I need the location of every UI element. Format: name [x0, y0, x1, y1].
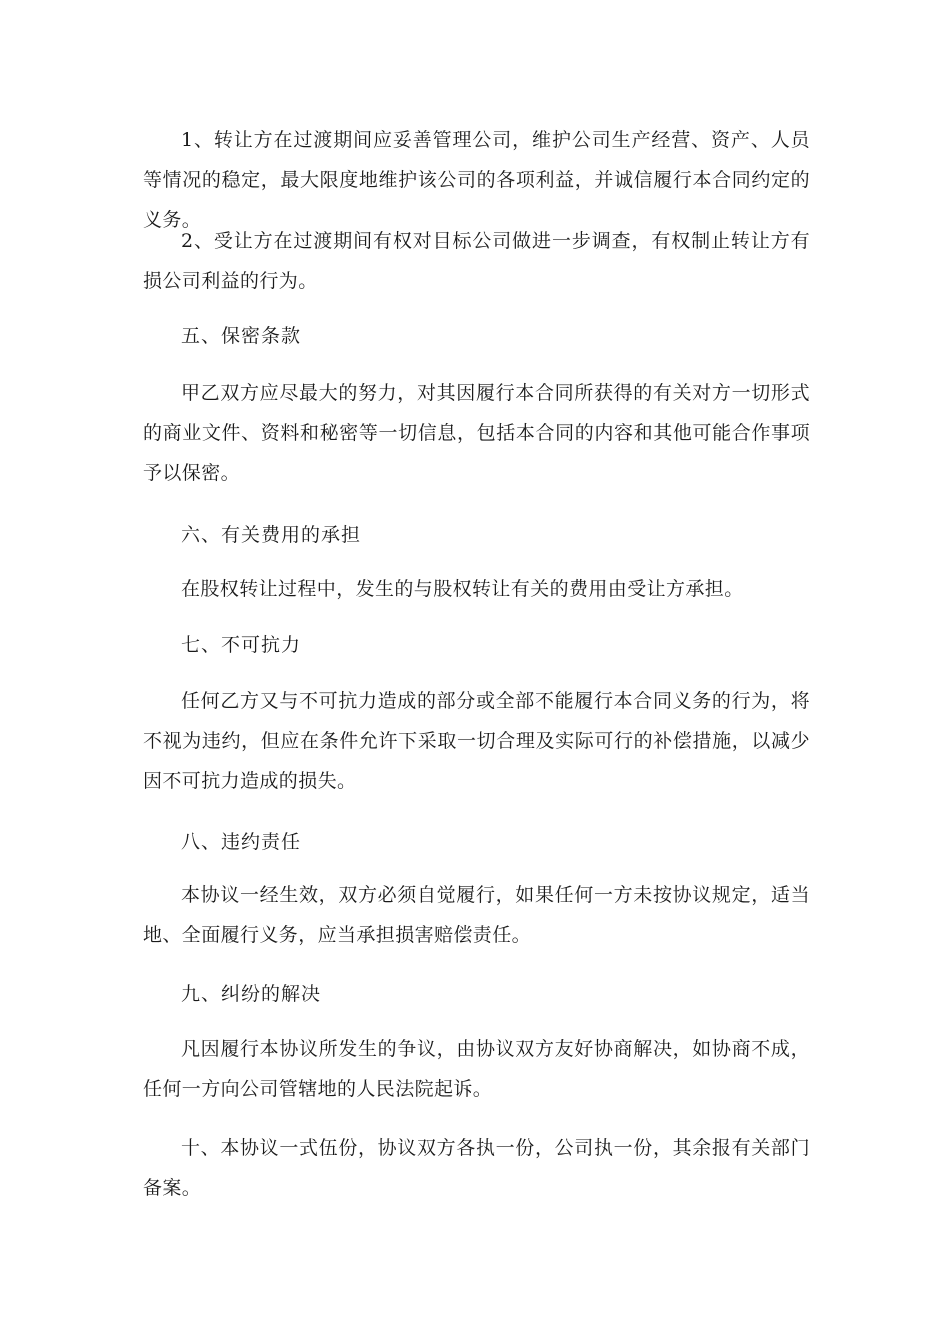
section-heading-confidentiality: 五、保密条款 [181, 325, 302, 347]
section-heading-force-majeure: 七、不可抗力 [181, 634, 302, 656]
paragraph-transition-transferee: 2、受让方在过渡期间有权对目标公司做进一步调查，有权制止转让方有损公司利益的行为。 [143, 230, 810, 292]
paragraph-expenses: 在股权转让过程中，发生的与股权转让有关的费用由受让方承担。 [181, 578, 744, 600]
paragraph-dispute: 凡因履行本协议所发生的争议，由协议双方友好协商解决，如协商不成，任何一方向公司管辖地的人民法院起诉。 [143, 1038, 810, 1100]
paragraph-force-majeure: 任何乙方又与不可抗力造成的部分或全部不能履行本合同义务的行为，将不视为违约，但应在条件允许下采取一切合理及实际可行的补偿措施，以减少因不可抗力造成的损失。 [143, 690, 810, 792]
paragraph-confidentiality: 甲乙双方应尽最大的努力，对其因履行本合同所获得的有关对方一切形式的商业文件、资料和秘密等一切信息，包括本合同的内容和其他可能合作事项予以保密。 [143, 382, 810, 484]
paragraph-copies: 十、本协议一式伍份，协议双方各执一份，公司执一份，其余报有关部门备案。 [143, 1137, 810, 1199]
paragraph-liability: 本协议一经生效，双方必须自觉履行，如果任何一方未按协议规定，适当地、全面履行义务，应当承担损害赔偿责任。 [143, 884, 810, 946]
section-heading-dispute: 九、纠纷的解决 [181, 983, 322, 1005]
section-heading-liability: 八、违约责任 [181, 831, 302, 853]
paragraph-transition-transferor: 1、转让方在过渡期间应妥善管理公司，维护公司生产经营、资产、人员等情况的稳定，最大限度地维护该公司的各项利益，并诚信履行本合同约定的义务。 [143, 129, 810, 231]
section-heading-expenses: 六、有关费用的承担 [181, 524, 362, 546]
